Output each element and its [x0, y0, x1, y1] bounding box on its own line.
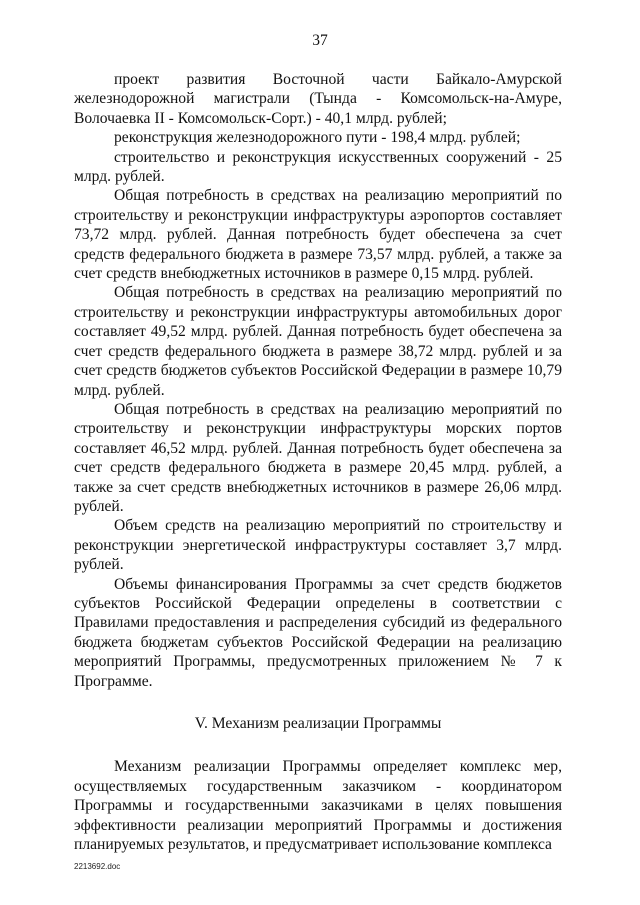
paragraph-bam-project: проект развития Восточной части Байкало-Амурской железнодорожной магистрали (Тында - Комсомольск-на-Амуре, Волочаевка II - Комсомольск-Сорт.) - 40,1 млрд. рублей; — [74, 71, 562, 127]
paragraph-airports-funding: Общая потребность в средствах на реализацию мероприятий по строительству и реконструкции инфраструктуры аэропортов составляет 73,72 млрд. рублей. Данная потребность будет обеспечена за счет средств федерального бюджета в размере 73,57 млрд. рублей, а также за счет средств внебюджетных источников в размере 0,15 млрд. рублей. — [74, 187, 562, 283]
paragraph-roads-funding: Общая потребность в средствах на реализацию мероприятий по строительству и реконструкции инфраструктуры автомобильных дорог составляет 49,52 млрд. рублей. Данная потребность будет обеспечена за счет средств федерального бюджета в размере 38,72 млрд. рублей и за счет средств бюджетов субъектов Российской Федерации в размере 10,79 млрд. рублей. — [74, 284, 562, 399]
paragraph-energy-funding: Объем средств на реализацию мероприятий по строительству и реконструкции энергетической инфраструктуры составляет 3,7 млрд. рублей. — [74, 517, 562, 574]
paragraph-seaports-funding: Общая потребность в средствах на реализацию мероприятий по строительству и реконструкции инфраструктуры морских портов составляет 46,52 млрд. рублей. Данная потребность будет обеспечена за счет средств федерального бюджета в размере 20,45 млрд. рублей, а также за счет средств внебюджетных источников в размере 26,06 млрд. рублей. — [74, 400, 562, 515]
paragraph-regional-budgets: Объемы финансирования Программы за счет средств бюджетов субъектов Российской Федерации определены в соответствии с Правилами предоставления и распределения субсидий из федерального бюджета бюджетам субъектов Российской Федерации на реализацию мероприятий Программы, предусмотренных приложением № 7 к Программе. — [74, 575, 562, 690]
paragraph-track-reconstruction: реконструкция железнодорожного пути - 198,4 млрд. рублей; — [114, 129, 521, 147]
page-number: 37 — [312, 32, 328, 49]
footer-doc-code: 2213692.doc — [74, 862, 121, 871]
document-body — [74, 70, 562, 854]
section-heading: V. Механизм реализации Программы — [194, 715, 442, 732]
paragraph-implementation-mechanism: Механизм реализации Программы определяет комплекс мер, осуществляемых государственным заказчиком - координатором Программы и государственными заказчиками в целях повышения эффективности реализации мероприятий Программы и достижения планируемых результатов, и предусматривает использование комплекса — [74, 758, 562, 854]
paragraph-artificial-structures: строительство и реконструкция искусственных сооружений - 25 млрд. рублей. — [74, 148, 562, 186]
